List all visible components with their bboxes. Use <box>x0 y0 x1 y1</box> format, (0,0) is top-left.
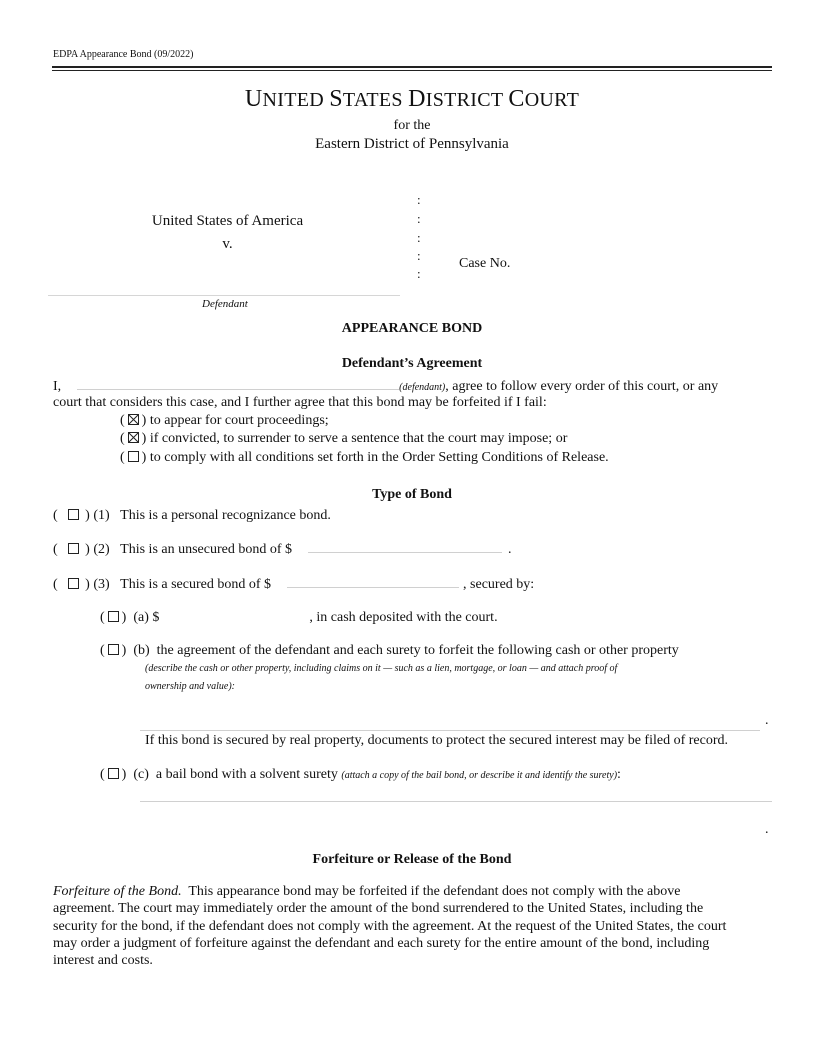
forfeiture-paragraph: Forfeiture of the Bond. This appearance bond may be forfeited if the defendant does not comply with the above agreement. The court may immediately order the amount of the bond surrendered to the United States, including the security for the bond, if the defendant does not comply with the agreement. At the request of the United States, the court may order a judgment of forfeiture against the defendant and each surety for the entire amount of the bond, including interest and costs. <box>53 884 727 969</box>
bond-option-3: ( ) (3) This is a secured bond of $ , secured by: <box>53 577 535 592</box>
unsecured-amount-field[interactable] <box>308 541 502 553</box>
case-no-label: Case No. <box>459 256 511 271</box>
caption-colon: : <box>417 192 421 207</box>
property-note: (describe the cash or other property, including claims on it — such as a lien, mortgage, or loan — and attach proof of <box>145 663 618 674</box>
district-name: Eastern District of Pennsylvania <box>315 136 509 152</box>
property-note: ownership and value): <box>145 681 235 692</box>
form-title: APPEARANCE BOND <box>341 321 483 336</box>
bond-option-2: ( ) (2) This is an unsecured bond of $ . <box>53 542 512 557</box>
property-line-period: . <box>765 713 769 728</box>
secured-option-checkbox[interactable] <box>108 611 119 622</box>
condition-item: ( ) if convicted, to surrender to serve a sentence that the court may impose; or <box>120 431 568 446</box>
caption-colon: : <box>417 266 421 281</box>
condition-checkbox[interactable] <box>128 451 139 462</box>
header-rule-thin <box>52 70 772 71</box>
property-description-field[interactable] <box>140 730 760 731</box>
secured-option-checkbox[interactable] <box>108 644 119 655</box>
secured-option-a: ( ) (a) $ , in cash deposited with the court. <box>100 610 498 625</box>
caption-colon: : <box>417 211 421 226</box>
secured-option-b: ( ) (b) the agreement of the defendant and each surety to forfeit the following cash or other property <box>100 643 679 658</box>
form-id: EDPA Appearance Bond (09/2022) <box>53 49 194 60</box>
surety-description-field[interactable] <box>140 801 772 802</box>
condition-item: ( ) to comply with all conditions set forth in the Order Setting Conditions of Release. <box>120 450 609 465</box>
caption-colon: : <box>417 248 421 263</box>
type-of-bond-heading: Type of Bond <box>372 487 452 502</box>
agreement-heading: Defendant’s Agreement <box>341 356 483 371</box>
for-the: for the <box>393 118 431 133</box>
court-title: UNITED STATES DISTRICT COURT <box>244 86 580 112</box>
defendant-label: Defendant <box>202 298 248 310</box>
secured-option-c: ( ) (c) a bail bond with a solvent surety (attach a copy of the bail bond, or describe it and identify the surety): <box>100 767 621 782</box>
header-rule-thick <box>52 66 772 68</box>
defendant-signature-field[interactable] <box>77 378 399 390</box>
bond-option-checkbox[interactable] <box>68 509 79 520</box>
surety-line-period: . <box>765 822 769 837</box>
forfeiture-heading: Forfeiture or Release of the Bond <box>312 852 512 867</box>
condition-checkbox[interactable] <box>128 414 139 425</box>
agreement-line1: I, (defendant), agree to follow every order of this court, or any <box>53 379 719 394</box>
secured-amount-field[interactable] <box>287 576 459 588</box>
caption-colon: : <box>417 230 421 245</box>
plaintiff-name: United States of America <box>151 213 304 229</box>
versus: v. <box>222 236 233 252</box>
secured-option-checkbox[interactable] <box>108 768 119 779</box>
defendant-name-field[interactable] <box>48 295 400 296</box>
real-property-note: If this bond is secured by real property, documents to protect the secured interest may be filed of record. <box>145 733 729 748</box>
bond-option-checkbox[interactable] <box>68 543 79 554</box>
bond-option-checkbox[interactable] <box>68 578 79 589</box>
condition-item: ( ) to appear for court proceedings; <box>120 413 329 428</box>
condition-checkbox[interactable] <box>128 432 139 443</box>
bond-option-1: ( ) (1) This is a personal recognizance bond. <box>53 508 331 523</box>
agreement-line2: court that considers this case, and I further agree that this bond may be forfeited if I fail: <box>53 395 547 410</box>
